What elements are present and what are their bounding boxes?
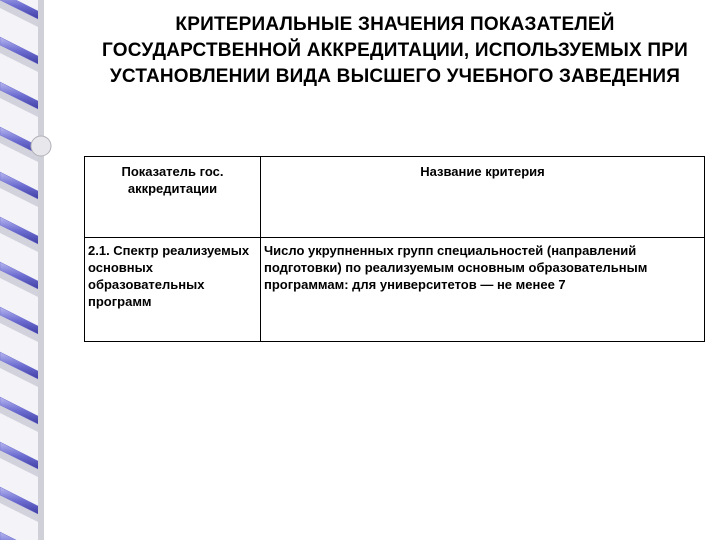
indicator-cell: 2.1. Спектр реализуемых основных образовательных программ	[85, 238, 261, 342]
criterion-cell: Число укрупненных групп специальностей (направлений подготовки) по реализуемым основным образовательным программам: для университетов — не менее 7	[261, 238, 705, 342]
table-header-row	[85, 157, 705, 238]
binder-decoration	[0, 0, 70, 540]
header-criterion-name: Название критерия	[261, 157, 705, 238]
header-indicator: Показатель гос. аккредитации	[85, 157, 261, 238]
slide-title: КРИТЕРИАЛЬНЫЕ ЗНАЧЕНИЯ ПОКАЗАТЕЛЕЙ ГОСУДАРСТВЕННОЙ АККРЕДИТАЦИИ, ИСПОЛЬЗУЕМЫХ ПРИ УСТАНОВЛЕНИИ ВИДА ВЫСШЕГО УЧЕБНОГО ЗАВЕДЕНИЯ	[102, 14, 688, 87]
criteria-table	[84, 156, 705, 342]
table-row	[85, 238, 705, 342]
